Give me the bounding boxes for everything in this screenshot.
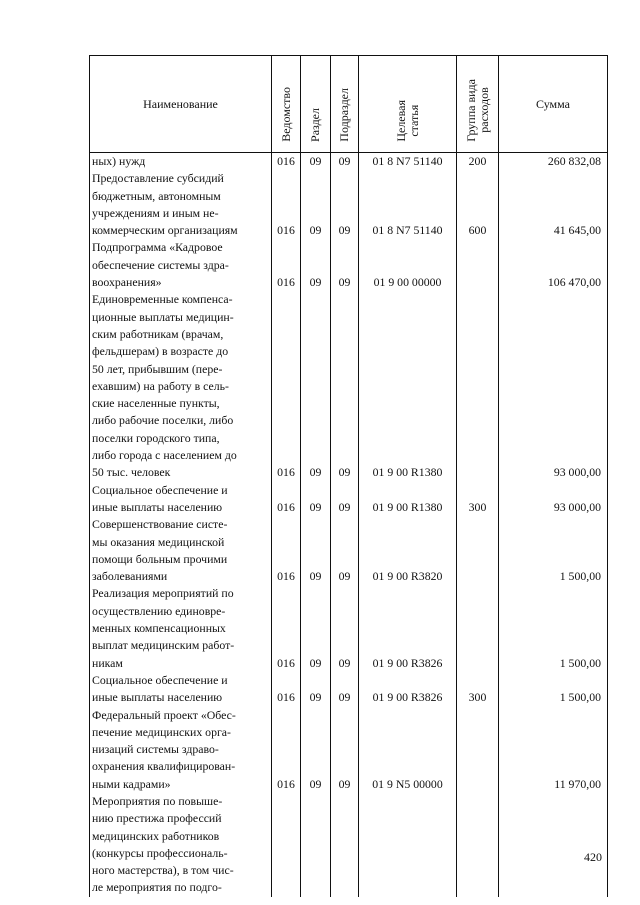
row-name-line: Федеральный проект «Обес- [92, 707, 236, 722]
row-name-line: Социальное обеспечение и [92, 482, 228, 497]
row-vedomstvo: 016 [272, 482, 301, 517]
row-razdel: 09 [301, 516, 331, 585]
row-razdel: 09 [301, 153, 331, 171]
row-summa: 1 500,00 [499, 585, 608, 671]
row-name-line: выплат медицинским работ- [92, 638, 235, 653]
row-name-line: низаций системы здраво- [92, 742, 219, 757]
row-celevaya-statya [359, 793, 457, 897]
row-name-line: либо города с населением до [92, 448, 237, 463]
row-podrazdel: 09 [331, 707, 359, 793]
row-name-line: ного мастерства), в том чис- [92, 863, 234, 878]
row-gruppa [457, 585, 499, 671]
row-name-line: Реализация мероприятий по [92, 586, 234, 601]
row-podrazdel: 09 [331, 516, 359, 585]
row-name-line: 50 тыс. человек [92, 465, 171, 480]
row-name-line: Мероприятия по повыше- [92, 793, 223, 808]
row-vedomstvo: 016 [272, 516, 301, 585]
row-name [90, 170, 272, 239]
row-summa [499, 793, 608, 897]
header-podrazdel: Подраздел [331, 56, 359, 153]
header-gruppa-vida-rashodov: Группа вида расходов [457, 56, 499, 153]
row-gruppa: 300 [457, 672, 499, 707]
row-gruppa [457, 291, 499, 481]
row-celevaya-statya: 01 9 00 R3826 [359, 672, 457, 707]
row-razdel: 09 [301, 585, 331, 671]
table-row [90, 291, 608, 481]
row-name-line: никам [92, 655, 123, 670]
row-summa: 106 470,00 [499, 239, 608, 291]
row-summa: 1 500,00 [499, 672, 608, 707]
header-summa: Сумма [499, 56, 608, 153]
row-name [90, 153, 272, 171]
row-podrazdel: 09 [331, 239, 359, 291]
row-name-line: ские населенные пункты, [92, 396, 220, 411]
row-name-line: ными кадрами» [92, 776, 171, 791]
row-name-line: охранения квалифицирован- [92, 759, 236, 774]
row-celevaya-statya: 01 9 00 R3820 [359, 516, 457, 585]
row-podrazdel: 09 [331, 291, 359, 481]
page-number: 420 [584, 850, 602, 864]
row-vedomstvo: 016 [272, 672, 301, 707]
row-summa: 260 832,08 [499, 153, 608, 171]
row-name [90, 793, 272, 897]
row-gruppa [457, 707, 499, 793]
row-razdel: 09 [301, 239, 331, 291]
row-podrazdel: 09 [331, 672, 359, 707]
table-row [90, 516, 608, 585]
row-name-line: ехавшим) на работу в сель- [92, 378, 229, 393]
row-gruppa: 200 [457, 153, 499, 171]
row-podrazdel [331, 793, 359, 897]
row-name-line: осуществлению единовре- [92, 603, 226, 618]
row-summa: 11 970,00 [499, 707, 608, 793]
row-name [90, 672, 272, 707]
row-summa: 41 645,00 [499, 170, 608, 239]
row-name-line: поселки городского типа, [92, 430, 220, 445]
row-celevaya-statya: 01 9 00 00000 [359, 239, 457, 291]
row-name-line: менных компенсационных [92, 621, 226, 636]
row-gruppa: 600 [457, 170, 499, 239]
table-row [90, 707, 608, 793]
header-name: Наименование [90, 56, 272, 153]
row-name-line: ных) нужд [92, 154, 146, 168]
row-name-line: ским работникам (врачам, [92, 326, 224, 341]
row-podrazdel: 09 [331, 482, 359, 517]
row-podrazdel: 09 [331, 170, 359, 239]
table-row [90, 170, 608, 239]
row-name [90, 239, 272, 291]
row-name-line: воохранения» [92, 275, 162, 290]
row-celevaya-statya: 01 9 00 R3826 [359, 585, 457, 671]
row-name [90, 516, 272, 585]
row-celevaya-statya: 01 9 00 R1380 [359, 291, 457, 481]
row-name-line: ле мероприятия по подго- [92, 880, 222, 895]
table-row [90, 239, 608, 291]
row-name-line: мы оказания медицинской [92, 534, 225, 549]
row-name-line: фельдшерам) в возрасте до [92, 344, 229, 359]
row-name-line: коммерческим организациям [92, 223, 238, 238]
row-name-line: иные выплаты населению [92, 499, 223, 514]
row-razdel: 09 [301, 482, 331, 517]
header-vedomstvo: Ведомство [272, 56, 301, 153]
row-celevaya-statya: 01 9 N5 00000 [359, 707, 457, 793]
row-name-line: Совершенствование систе- [92, 517, 228, 532]
row-summa: 93 000,00 [499, 482, 608, 517]
table-row [90, 672, 608, 707]
header-celevaya-statya: Целевая статья [359, 56, 457, 153]
row-name [90, 585, 272, 671]
row-name-line: Подпрограмма «Кадровое [92, 240, 223, 255]
row-name-line: нию престижа профессий [92, 811, 222, 826]
row-gruppa: 300 [457, 482, 499, 517]
header-razdel: Раздел [301, 56, 331, 153]
table-header-row [90, 56, 608, 153]
row-razdel: 09 [301, 291, 331, 481]
row-vedomstvo: 016 [272, 585, 301, 671]
table-row [90, 793, 608, 897]
row-celevaya-statya: 01 8 N7 51140 [359, 170, 457, 239]
row-name-line: печение медицинских орга- [92, 724, 231, 739]
row-name-line: 50 лет, прибывшим (пере- [92, 361, 223, 376]
row-name-line: Социальное обеспечение и [92, 672, 228, 687]
row-name [90, 707, 272, 793]
row-podrazdel: 09 [331, 153, 359, 171]
row-vedomstvo: 016 [272, 707, 301, 793]
row-gruppa [457, 793, 499, 897]
row-name-line: Единовременные компенса- [92, 292, 233, 307]
row-vedomstvo: 016 [272, 153, 301, 171]
row-summa: 1 500,00 [499, 516, 608, 585]
row-name-line: медицинских работников [92, 828, 220, 843]
row-vedomstvo: 016 [272, 291, 301, 481]
row-name-line: помощи больным прочими [92, 551, 228, 566]
row-name-line: иные выплаты населению [92, 690, 223, 705]
row-name-line: ционные выплаты медицин- [92, 309, 234, 324]
row-name-line: Предоставление субсидий [92, 171, 224, 186]
row-name-line: (конкурсы профессиональ- [92, 845, 228, 860]
row-vedomstvo [272, 793, 301, 897]
budget-table [89, 55, 608, 897]
row-gruppa [457, 239, 499, 291]
row-celevaya-statya: 01 9 00 R1380 [359, 482, 457, 517]
table-row [90, 585, 608, 671]
row-razdel [301, 793, 331, 897]
row-razdel: 09 [301, 672, 331, 707]
row-celevaya-statya: 01 8 N7 51140 [359, 153, 457, 171]
row-summa: 93 000,00 [499, 291, 608, 481]
row-name-line: бюджетным, автономным [92, 188, 221, 203]
row-name [90, 291, 272, 481]
row-razdel: 09 [301, 707, 331, 793]
row-gruppa [457, 516, 499, 585]
row-podrazdel: 09 [331, 585, 359, 671]
row-name-line: заболеваниями [92, 569, 168, 584]
row-name-line: обеспечение системы здра- [92, 257, 229, 272]
row-name-line: учреждениям и иным не- [92, 205, 219, 220]
row-vedomstvo: 016 [272, 170, 301, 239]
table-row [90, 153, 608, 171]
row-vedomstvo: 016 [272, 239, 301, 291]
row-name [90, 482, 272, 517]
row-razdel: 09 [301, 170, 331, 239]
row-name-line: либо рабочие поселки, либо [92, 413, 234, 428]
table-row [90, 482, 608, 517]
